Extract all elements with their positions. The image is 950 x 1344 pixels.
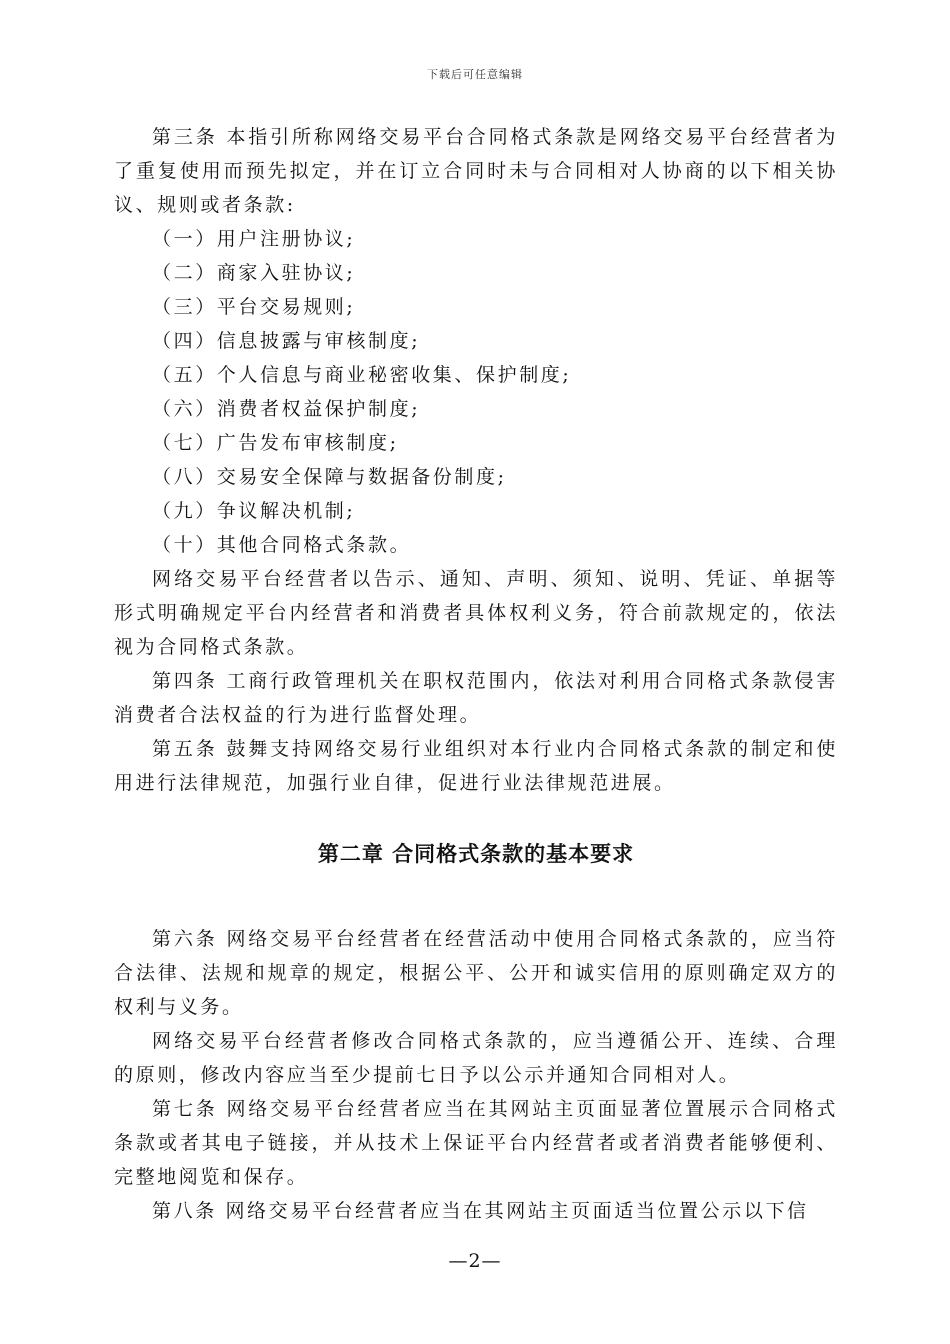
article-5: 第五条 鼓舞支持网络交易行业组织对本行业内合同格式条款的制定和使用进行法律规范，加强行业自律，促进行业法律规范进展。 bbox=[114, 738, 838, 794]
document-body bbox=[114, 120, 838, 1228]
chapter-2-heading: 第二章 合同格式条款的基本要求 bbox=[317, 842, 635, 866]
article-3-item-4: （四）信息披露与审核制度; bbox=[152, 330, 421, 352]
article-3-item-10: （十）其他合同格式条款。 bbox=[152, 534, 412, 556]
article-6-paragraph-1: 第六条 网络交易平台经营者在经营活动中使用合同格式条款的，应当符合法律、法规和规章的规定，根据公平、公开和诚实信用的原则确定双方的权利与义务。 bbox=[114, 928, 838, 1018]
article-4: 第四条 工商行政管理机关在职权范围内，依法对利用合同格式条款侵害消费者合法权益的行为进行监督处理。 bbox=[114, 670, 838, 726]
article-3-item-8: （八）交易安全保障与数据备份制度; bbox=[152, 466, 507, 488]
article-7: 第七条 网络交易平台经营者应当在其网站主页面显著位置展示合同格式条款或者其电子链接，并从技术上保证平台内经营者或者消费者能够便利、完整地阅览和保存。 bbox=[114, 1098, 838, 1188]
page-number: —2— bbox=[448, 1250, 502, 1272]
article-3-item-1: （一）用户注册协议; bbox=[152, 228, 356, 250]
article-3-item-6: （六）消费者权益保护制度; bbox=[152, 398, 421, 420]
article-3-item-5: （五）个人信息与商业秘密收集、保护制度; bbox=[152, 364, 572, 386]
article-6-paragraph-2: 网络交易平台经营者修改合同格式条款的，应当遵循公开、连续、合理的原则，修改内容应当至少提前七日予以公示并通知合同相对人。 bbox=[114, 1030, 838, 1086]
article-3-closing: 网络交易平台经营者以告示、通知、声明、须知、说明、凭证、单据等形式明确规定平台内经营者和消费者具体权利义务，符合前款规定的，依法视为合同格式条款。 bbox=[114, 568, 838, 658]
page-header: 下载后可任意编辑 bbox=[427, 68, 523, 81]
article-3-item-2: （二）商家入驻协议; bbox=[152, 262, 356, 284]
article-3-item-3: （三）平台交易规则; bbox=[152, 296, 356, 318]
article-3-item-9: （九）争议解决机制; bbox=[152, 500, 356, 522]
article-8: 第八条 网络交易平台经营者应当在其网站主页面适当位置公示以下信 bbox=[152, 1200, 809, 1222]
article-3-item-7: （七）广告发布审核制度; bbox=[152, 432, 399, 454]
article-3-intro: 第三条 本指引所称网络交易平台合同格式条款是网络交易平台经营者为了重复使用而预先拟定，并在订立合同时未与合同相对人协商的以下相关协议、规则或者条款: bbox=[114, 126, 838, 216]
